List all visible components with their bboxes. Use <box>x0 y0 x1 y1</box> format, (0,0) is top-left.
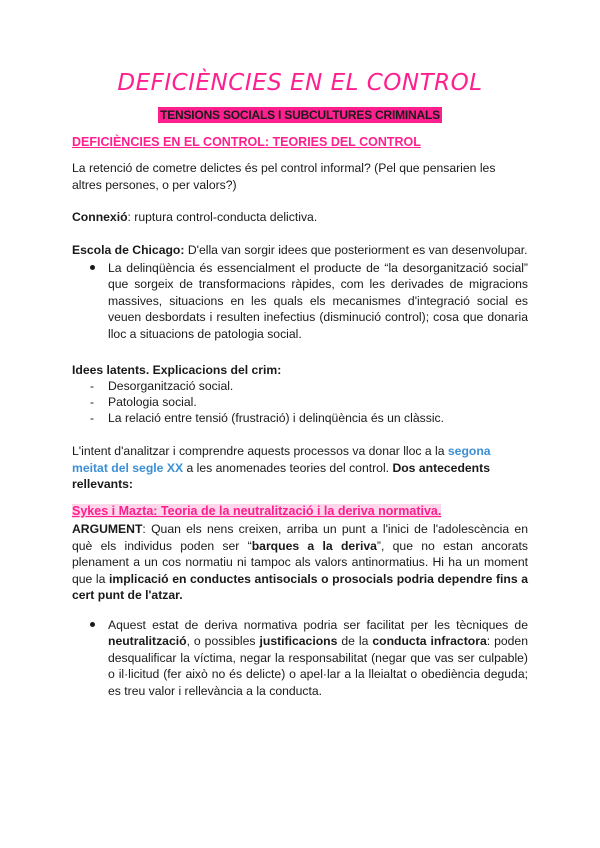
argument-paragraph <box>72 521 528 604</box>
sykes-bullet-text <box>108 617 528 699</box>
argument-bold-1: barques a la deriva <box>251 538 377 553</box>
argument-label: ARGUMENT <box>72 522 143 536</box>
list-item-text: Desorganització social. <box>108 379 234 393</box>
intent-text-2: a les anomenades teories del control. <box>183 460 393 475</box>
dash-icon: - <box>90 411 95 425</box>
bullet-bold-1: neutralització <box>108 634 187 649</box>
bullet-text-2: , o possibles <box>186 634 260 649</box>
chicago-paragraph <box>72 242 528 259</box>
section-heading: DEFICIÈNCIES EN EL CONTROL: TEORIES DEL CONTROL <box>72 135 421 149</box>
connexio-label: Connexió <box>72 210 128 224</box>
bullet-bold-3: conducta infractora <box>372 634 487 649</box>
intent-paragraph <box>72 443 528 493</box>
argument-bold-2: implicació en conductes antisocials o prosocials podria dependre fins a cert punt de l'atzar. <box>72 571 528 602</box>
bullet-bold-2: justificacions <box>259 634 338 649</box>
chicago-bullet-text: La delinqüència és essencialment el producte de “la desorganització social” que sorgeix de transformacions ràpides, com les derivades de migracions massives, situacions en les quals els mecanismes d'integració social es veuen desbordats i resulten inefectius (disminució control); cosa que donaria lloc a situacions de patologia social. <box>108 261 528 341</box>
bullet-text-4: : poden desqualificar la víctima, negar la responsabilitat (negar que vas ser culpable) o il·licitud (fer això no és delicte) o apel·lar a la lleialtat o obediència deguda; es treu valor i rellevància a la conducta. <box>108 634 528 698</box>
chicago-label: Escola de Chicago: <box>72 243 185 257</box>
sykes-heading <box>72 504 441 518</box>
dash-icon: - <box>90 379 95 393</box>
list-item-text: La relació entre tensió (frustració) i delinqüència és un clàssic. <box>108 411 445 425</box>
list-item-text: Patologia social. <box>108 395 197 409</box>
bullet-icon <box>90 265 95 270</box>
intent-highlight: segona meitat del segle XX <box>72 444 491 475</box>
intent-text-1: L'intent d'analitzar i comprendre aquests processos va donar lloc a la <box>72 444 448 458</box>
page-title: DEFICIÈNCIES EN EL CONTROL <box>117 70 483 96</box>
subtitle-wrapper <box>0 107 600 123</box>
argument-text-2: ”, que no estan ancorats plenament a un cos normatiu ni tampoc als valors antinormatius. Hi ha un moment que la <box>72 538 528 586</box>
bullet-text-3: de la <box>337 634 373 649</box>
intro-paragraph: La retenció de cometre delictes és pel control informal? (Pel que pensarien les altres persones, o per valors?) <box>72 161 496 192</box>
dash-icon: - <box>90 395 95 409</box>
sykes-heading-text: Sykes i Mazta: Teoria de la neutralització i la deriva normativa. <box>72 504 442 518</box>
chicago-text: D'ella van sorgir idees que posteriorment es van desenvolupar. <box>184 243 528 257</box>
idees-heading <box>72 362 528 379</box>
bullet-text-1: Aquest estat de deriva normativa podria ser facilitat per les tècniques de <box>108 618 528 632</box>
page-subtitle: TENSIONS SOCIALS I SUBCULTURES CRIMINALS <box>160 108 440 122</box>
intent-bold: Dos antecedents rellevants: <box>72 460 490 491</box>
idees-heading-text: Idees latents. Explicacions del crim: <box>72 363 282 377</box>
connexio-paragraph <box>72 209 528 226</box>
argument-text-1: : Quan els nens creixen, arriba un punt a l'inici de l'adolescència en què els individus poden ser “ <box>72 522 528 553</box>
bullet-icon <box>90 622 95 627</box>
connexio-text: : ruptura control-conducta delictiva. <box>127 210 318 224</box>
